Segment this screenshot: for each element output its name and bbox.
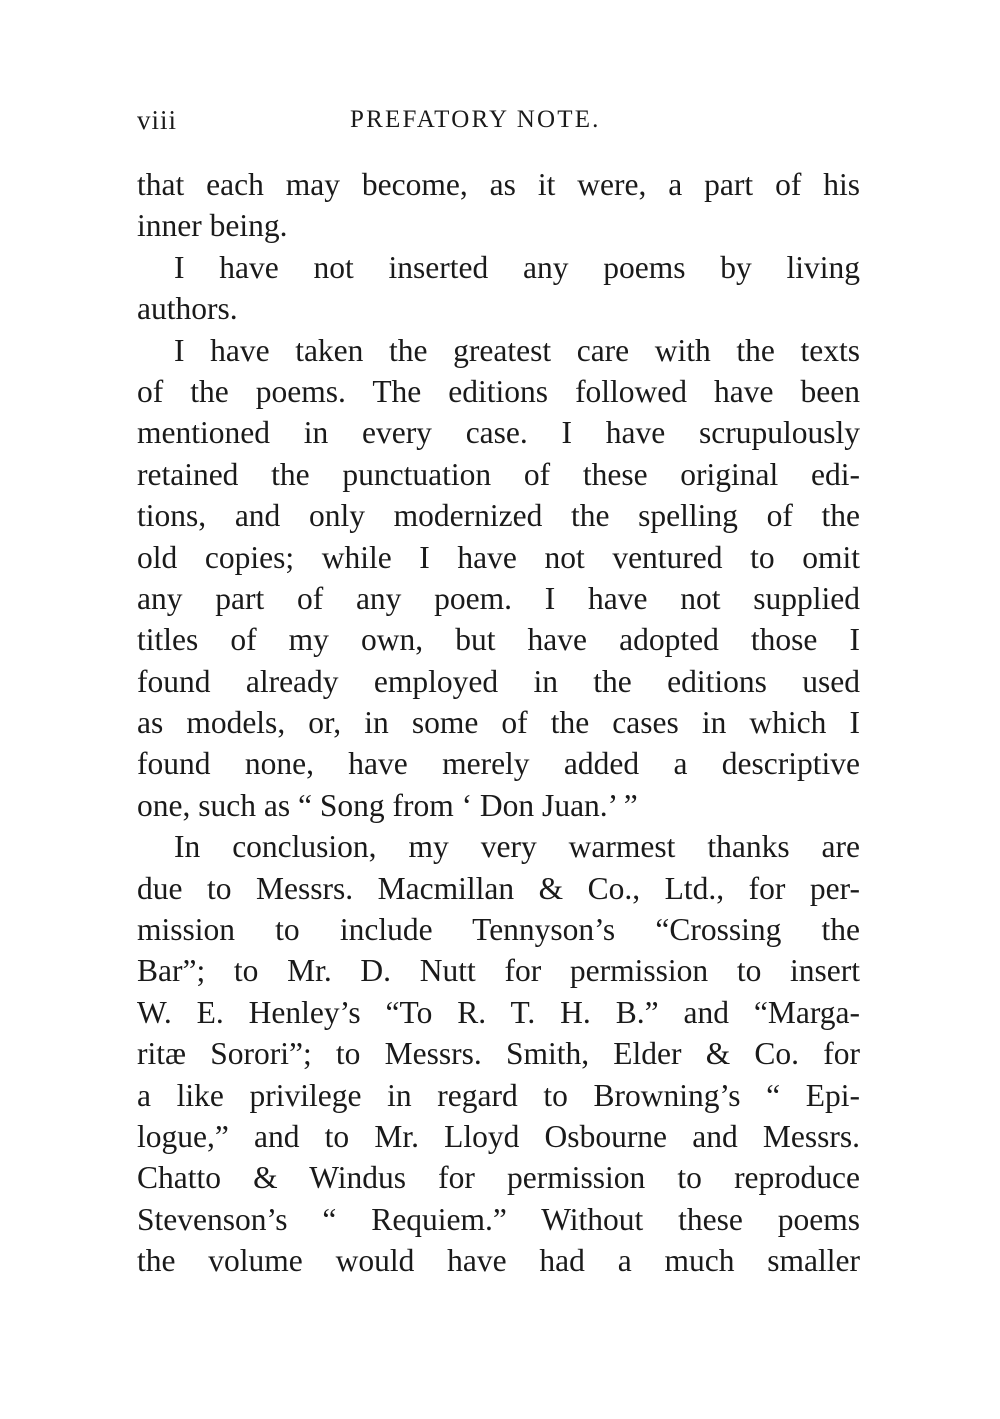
text-line: any part of any poem. I have not supplied xyxy=(137,580,860,616)
text-line: I have taken the greatest care with the texts xyxy=(174,332,860,368)
text-line: mentioned in every case. I have scrupulously xyxy=(137,415,860,451)
text-line: found none, have merely added a descriptive xyxy=(137,746,860,782)
running-title: PREFATORY NOTE. xyxy=(350,106,601,133)
text-line: that each may become, as it were, a part of his xyxy=(137,167,860,202)
text-line: I have not inserted any poems by living xyxy=(174,249,860,285)
text-line: Stevenson’s “ Requiem.” Without these poems xyxy=(137,1201,860,1237)
text-line: titles of my own, but have adopted those I xyxy=(137,622,860,658)
page-number: viii xyxy=(137,105,178,135)
body-text xyxy=(137,164,860,1282)
text-line: of the poems. The editions followed have been xyxy=(137,373,860,409)
text-line: inner being. xyxy=(137,208,288,244)
text-line: Chatto & Windus for permission to reproduce xyxy=(137,1160,860,1196)
text-line: logue,” and to Mr. Lloyd Osbourne and Messrs. xyxy=(137,1118,860,1154)
text-line: one, such as “ Song from ‘ Don Juan.’ ” xyxy=(137,787,638,823)
text-line: found already employed in the editions used xyxy=(137,663,860,699)
text-line: old copies; while I have not ventured to omit xyxy=(137,539,860,575)
text-line: ritæ Sorori”; to Messrs. Smith, Elder & Co. for xyxy=(137,1036,860,1072)
text-line: as models, or, in some of the cases in which I xyxy=(137,705,860,741)
text-line: a like privilege in regard to Browning’s “ Epi- xyxy=(137,1077,860,1113)
text-line: retained the punctuation of these original edi- xyxy=(137,456,860,492)
text-line: due to Messrs. Macmillan & Co., Ltd., for per- xyxy=(137,870,860,906)
running-head xyxy=(137,100,860,140)
text-line: tions, and only modernized the spelling of the xyxy=(137,498,860,534)
text-line: W. E. Henley’s “To R. T. H. B.” and “Marga- xyxy=(137,994,860,1030)
text-line: mission to include Tennyson’s “Crossing the xyxy=(137,912,860,948)
text-line: Bar”; to Mr. D. Nutt for permission to insert xyxy=(137,953,860,989)
text-line: In conclusion, my very warmest thanks are xyxy=(174,829,860,865)
text-line: the volume would have had a much smaller xyxy=(137,1243,860,1279)
text-line: authors. xyxy=(137,291,238,327)
